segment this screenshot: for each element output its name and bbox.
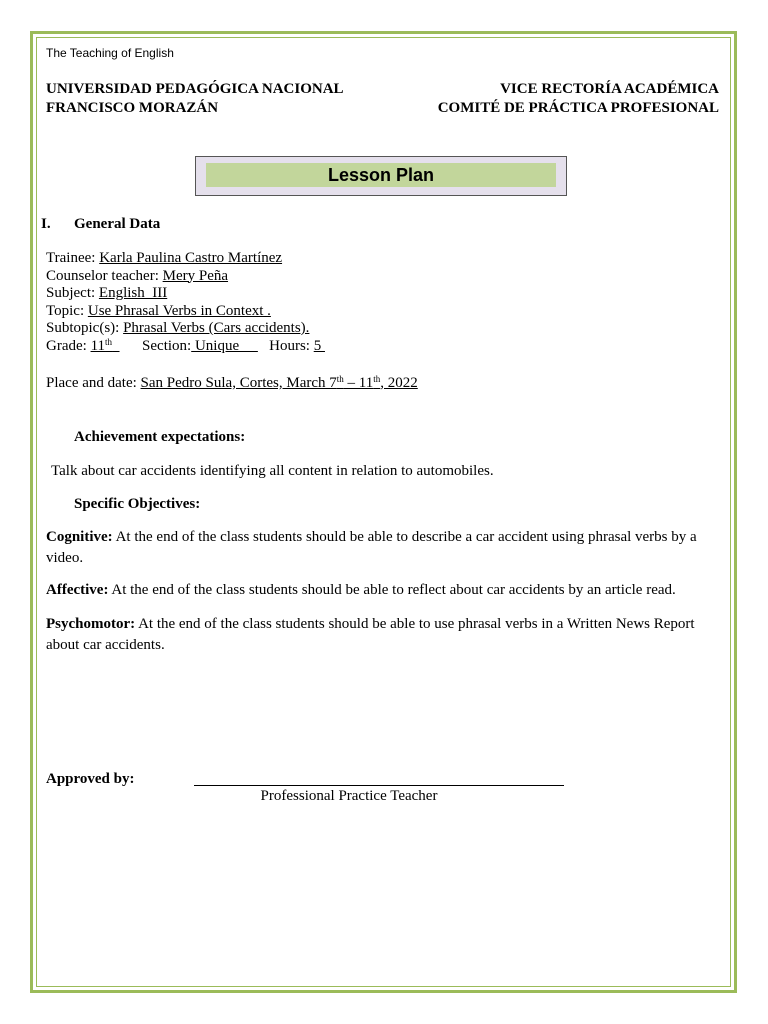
place-sup-2: th <box>373 374 381 384</box>
specific-objectives-heading: Specific Objectives: <box>74 496 201 512</box>
cognitive-text: At the end of the class students should be able to describe a car accident using phrasal verbs by a video. <box>46 529 697 566</box>
place-part-3: , 2022 <box>380 375 418 391</box>
place-label: Place and date: <box>46 375 141 391</box>
place-value <box>141 375 418 391</box>
section-number: I. <box>41 216 51 232</box>
subtopic-row <box>46 320 325 338</box>
section-value: Unique <box>191 337 258 354</box>
topic-label: Topic: <box>46 302 88 319</box>
general-data <box>46 250 325 355</box>
topic-row <box>46 303 325 321</box>
achievement-text: Talk about car accidents identifying all content in relation to automobiles. <box>51 463 494 479</box>
section-label: Section: <box>142 337 192 354</box>
hours-label: Hours: <box>269 337 314 354</box>
cognitive-objective <box>46 527 716 569</box>
place-sup-1: th <box>336 374 344 384</box>
psychomotor-label: Psychomotor: <box>46 616 136 632</box>
section-title: General Data <box>74 216 161 232</box>
signature-line <box>194 785 564 786</box>
subject-row <box>46 285 325 303</box>
topic-value: Use Phrasal Verbs in Context . <box>87 302 271 319</box>
psychomotor-objective <box>46 614 716 656</box>
lesson-plan-title: Lesson Plan <box>206 163 556 187</box>
counselor-label: Counselor teacher: <box>46 267 163 284</box>
trainee-label: Trainee: <box>46 250 100 266</box>
grade-row <box>46 338 325 356</box>
office-line-1: VICE RECTORÍA ACADÉMICA <box>500 81 719 97</box>
psychomotor-text: At the end of the class students should be able to use phrasal verbs in a Written News Report about car accidents. <box>46 616 695 653</box>
university-name <box>46 80 344 118</box>
grade-label: Grade: <box>46 337 91 354</box>
course-header: The Teaching of English <box>46 46 174 60</box>
signer-title: Professional Practice Teacher <box>260 788 438 804</box>
achievement-heading: Achievement expectations: <box>74 429 246 445</box>
approved-by-label: Approved by: <box>46 771 135 787</box>
grade-suffix: th <box>105 336 113 347</box>
grade-number: 11 <box>90 337 106 354</box>
hours-value: 5 <box>313 337 325 354</box>
cognitive-label: Cognitive: <box>46 529 113 545</box>
subtopic-label: Subtopic(s): <box>46 320 124 336</box>
lesson-plan-title-box <box>195 156 567 196</box>
counselor-value: Mery Peña <box>162 267 229 284</box>
section-heading <box>41 216 160 233</box>
university-line-1: UNIVERSIDAD PEDAGÓGICA NACIONAL <box>46 81 344 97</box>
office-name <box>438 80 719 118</box>
subject-value: English III <box>98 285 168 301</box>
affective-objective <box>46 580 716 601</box>
place-part-2: – 11 <box>343 375 374 391</box>
grade-value <box>91 338 120 354</box>
affective-label: Affective: <box>46 582 109 598</box>
subject-label: Subject: <box>46 285 99 301</box>
place-and-date <box>46 375 418 392</box>
office-line-2: COMITÉ DE PRÁCTICA PROFESIONAL <box>437 100 719 116</box>
place-part-1: San Pedro Sula, Cortes, March 7 <box>140 375 337 391</box>
affective-text: At the end of the class students should be able to reflect about car accidents by an article read. <box>108 582 676 598</box>
counselor-row <box>46 268 325 286</box>
trainee-row <box>46 250 325 268</box>
university-line-2: FRANCISCO MORAZÁN <box>46 100 219 116</box>
subtopic-value: Phrasal Verbs (Cars accidents). <box>123 320 310 336</box>
trainee-value: Karla Paulina Castro Martínez <box>99 250 283 266</box>
